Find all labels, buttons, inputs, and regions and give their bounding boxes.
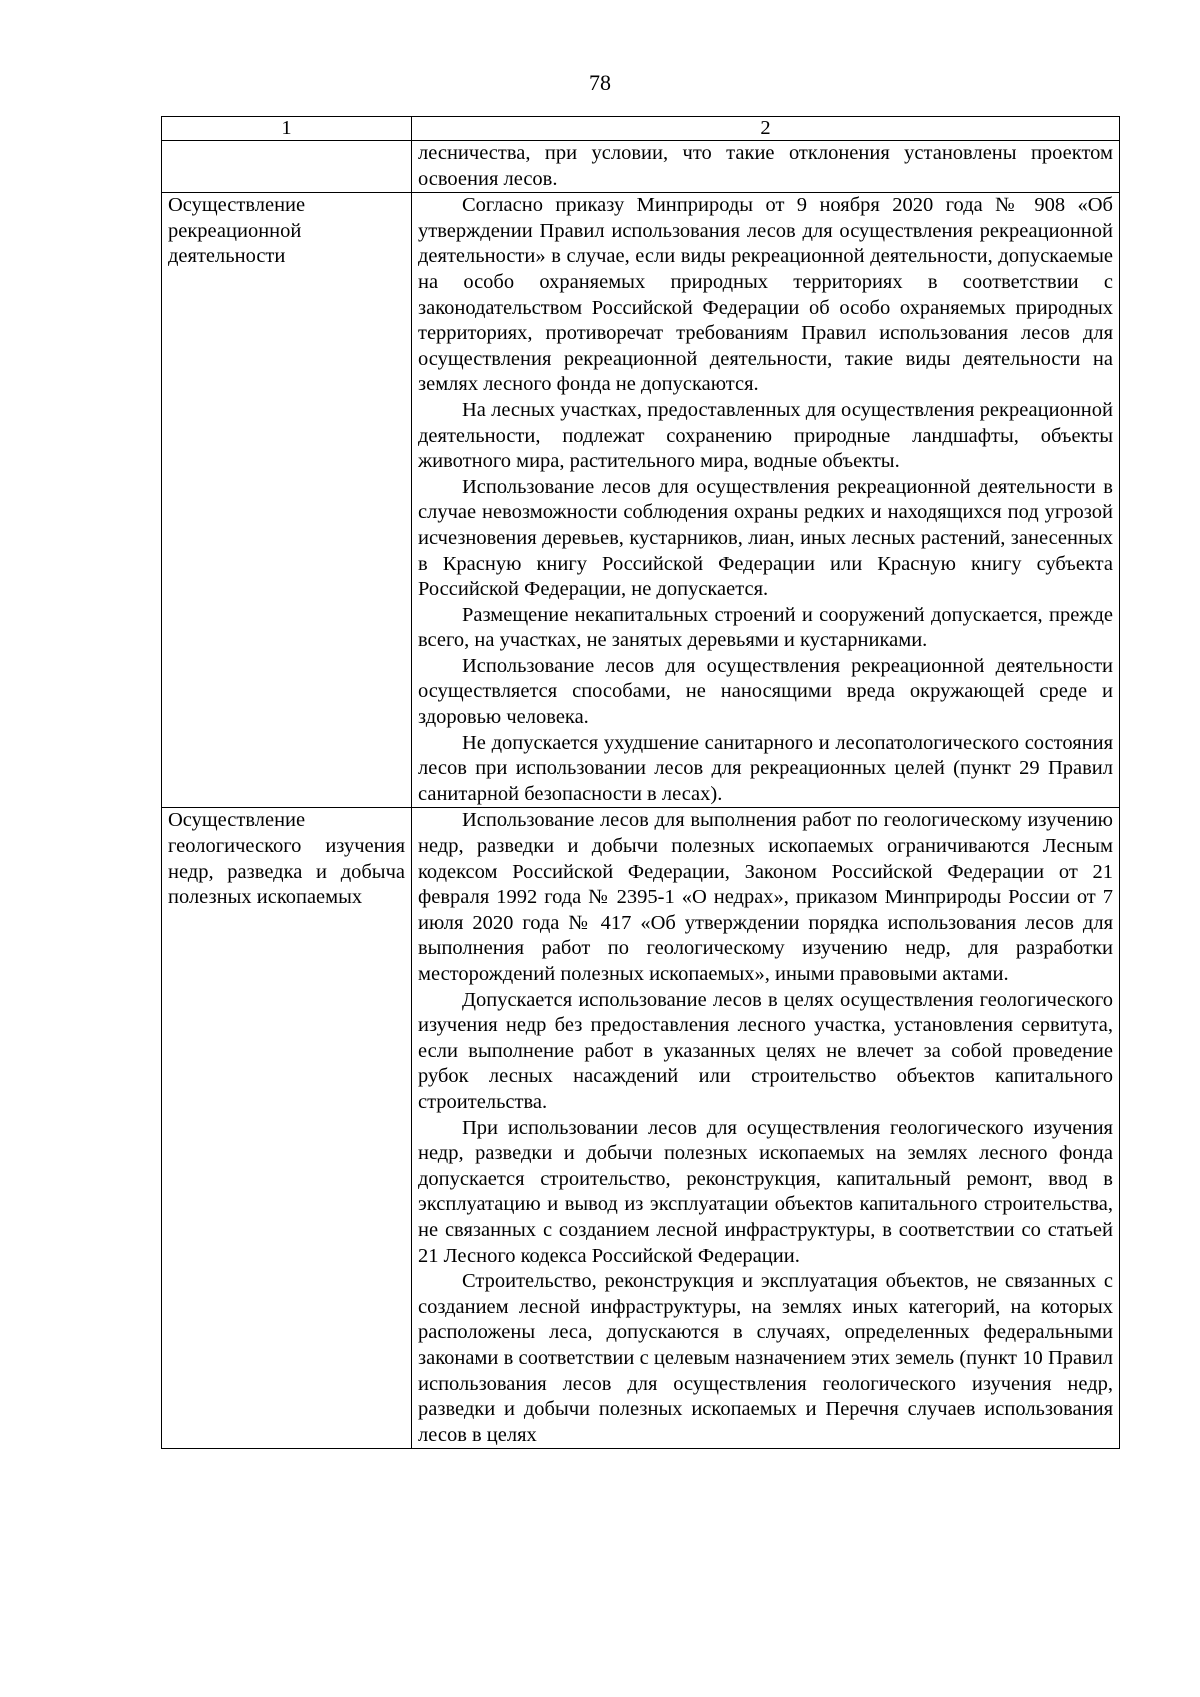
page-number: 78 [589,70,611,95]
requirement-paragraph: Не допускается ухудшение санитарного и лесопатологического состояния лесов при использовании лесов для рекреационных целей (пункт 29 Правил санитарной безопасности в лесах). [418,731,1113,805]
table-row [162,193,1120,808]
activity-type-cell [162,141,412,193]
requirement-paragraph: Использование лесов для осуществления рекреационной деятельности осуществляется способами, не наносящими вреда окружающей среде и здоровью человека. [418,654,1113,729]
activity-type-cell: Осуществление рекреационной деятельности [162,193,412,808]
table-row [162,808,1120,1449]
requirements-cell [412,808,1120,1449]
requirement-paragraph: При использовании лесов для осуществления геологического изучения недр, разведки и добычи полезных ископаемых на землях лесного фонда допускается строительство, реконструкция, капитальный ремонт, ввод в эксплуатацию и вывод из эксплуатации объектов капитального строительства, не связанных с созданием лесной инфраструктуры, в соответствии со статьей 21 Лесного кодекса Российской Федерации. [418,1116,1113,1267]
activity-type-cell: Осуществление геологического изучения недр, разведка и добыча полезных ископаемых [162,808,412,1449]
requirement-paragraph: На лесных участках, предоставленных для осуществления рекреационной деятельности, подлежат сохранению природные ландшафты, объекты животного мира, растительного мира, водные объекты. [418,398,1113,473]
requirements-cell [412,193,1120,808]
requirement-paragraph: Использование лесов для выполнения работ по геологическому изучению недр, разведки и добычи полезных ископаемых ограничиваются Лесным кодексом Российской Федерации, Законом Российской Федерации от 21 февраля 1992 года № 2395-1 «О недрах», приказом Минприроды России от 7 июля 2020 года № 417 «Об утверждении порядка использования лесов для выполнения работ по геологическому изучению недр, для разработки месторождений полезных ископаемых», иными правовыми актами. [418,809,1113,985]
requirements-cell [412,141,1120,193]
requirement-paragraph: Согласно приказу Минприроды от 9 ноября 2020 года № 908 «Об утверждении Правил использования лесов для осуществления рекреационной деятельности» в случае, если виды рекреационной деятельности, допускаемые на особо охраняемых природных территориях в соответствии с законодательством Российской Федерации об особо охраняемых природных территориях, противоречат требованиям Правил использования лесов для осуществления рекреационной деятельности, такие виды деятельности на землях лесного фонда не допускаются. [418,194,1113,396]
column-header-2: 2 [412,117,1120,141]
table-header-row [162,117,1120,141]
requirement-paragraph: Допускается использование лесов в целях осуществления геологического изучения недр без предоставления лесного участка, установления сервитута, если выполнение работ в указанных целях не влечет за собой проведение рубок лесных насаждений или строительство объектов капитального строительства. [418,988,1113,1113]
requirement-paragraph: Строительство, реконструкция и эксплуатация объектов, не связанных с созданием лесной инфраструктуры, на землях иных категорий, на которых расположены леса, допускаются в случаях, определенных федеральными законами в соответствии с целевым назначением этих земель (пункт 10 Правил использования лесов для осуществления геологического изучения недр, разведки и добычи полезных ископаемых и Перечня случаев использования лесов в целях [418,1270,1113,1446]
table-row [162,141,1120,193]
requirement-paragraph: лесничества, при условии, что такие отклонения установлены проектом освоения лесов. [418,142,1113,190]
column-header-1: 1 [162,117,412,141]
requirement-paragraph: Размещение некапитальных строений и сооружений допускается, прежде всего, на участках, не занятых деревьями и кустарниками. [418,603,1113,652]
document-table [161,116,1120,1449]
requirement-paragraph: Использование лесов для осуществления рекреационной деятельности в случае невозможности соблюдения охраны редких и находящихся под угрозой исчезновения деревьев, кустарников, лиан, иных лесных растений, занесенных в Красную книгу Российской Федерации или Красную книгу субъекта Российской Федерации, не допускается. [418,475,1113,601]
